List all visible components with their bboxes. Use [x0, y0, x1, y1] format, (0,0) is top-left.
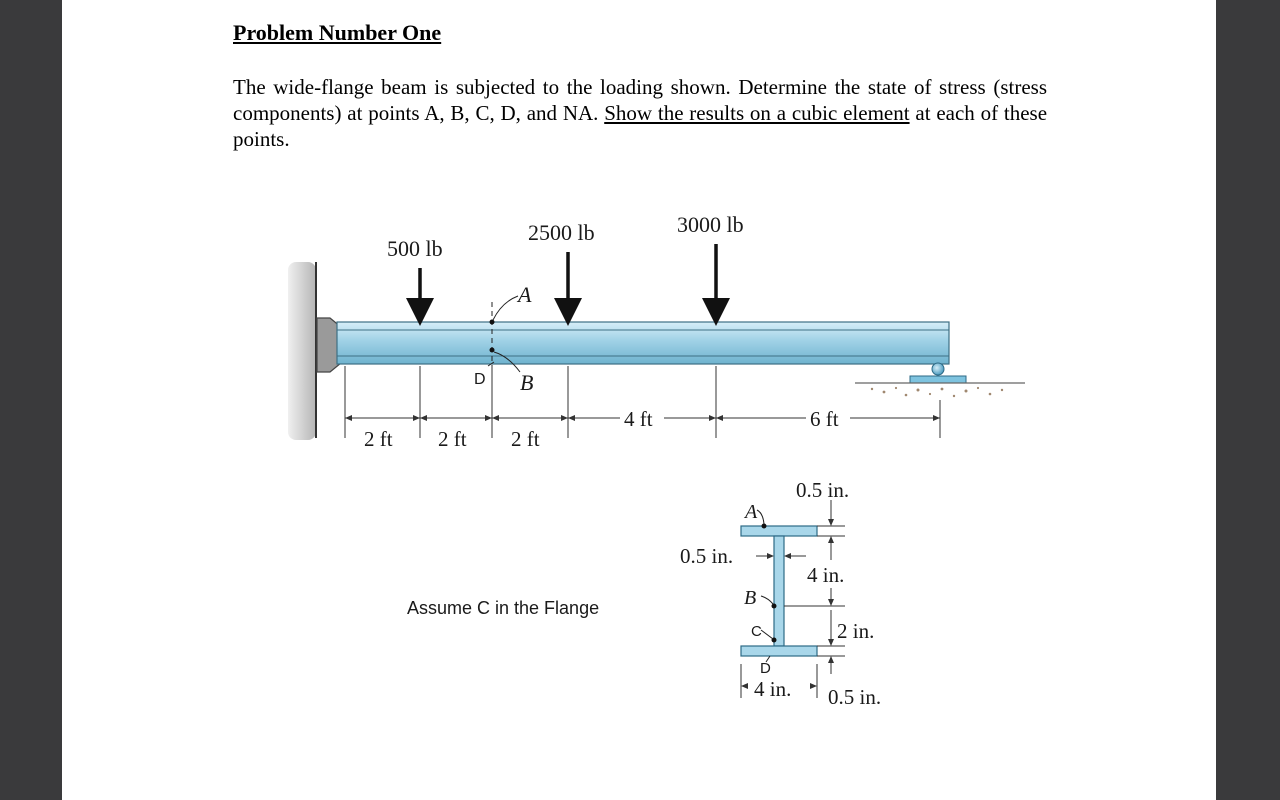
statement-underlined: Show the results on a cubic element: [604, 101, 910, 125]
dim-label-4: 4 ft: [624, 407, 653, 431]
top-flange: [741, 526, 817, 536]
section-point-a: [762, 524, 767, 529]
section-flange-width: 4 in.: [754, 677, 792, 701]
section-label-d: D: [760, 660, 771, 677]
point-b-label: B: [520, 370, 534, 395]
statement-text: The wide-flange beam is subjected to the loading shown. Determine the state of stress (stress components) at points A, B, C, D, and NA.: [233, 75, 1047, 125]
load-label-3000: 3000 lb: [677, 212, 744, 237]
section-web-thickness: 0.5 in.: [680, 544, 734, 568]
point-b-marker: [490, 348, 495, 353]
problem-heading: Problem Number One: [233, 20, 442, 45]
section-a-leader: [757, 510, 764, 524]
section-label-a: A: [745, 501, 758, 523]
roller-icon: [932, 363, 944, 375]
section-label-c: C: [751, 623, 762, 640]
assumption-note: Assume C in the Flange: [407, 598, 600, 618]
dim-label-3: 2 ft: [511, 427, 540, 451]
section-point-b: [772, 604, 777, 609]
dim-label-2: 2 ft: [438, 427, 467, 451]
point-a-marker: [490, 320, 495, 325]
load-label-500: 500 lb: [387, 236, 443, 261]
point-a-leader: [493, 296, 518, 320]
web: [774, 536, 784, 646]
section-c-leader: [761, 630, 773, 639]
point-a-label: A: [518, 282, 532, 307]
wall-support: [288, 262, 316, 440]
statement-text-end: at each of these points.: [233, 101, 1048, 151]
section-b-leader: [761, 596, 773, 604]
dim-label-1: 2 ft: [364, 427, 393, 451]
section-label-b: B: [744, 587, 757, 609]
bottom-flange: [741, 646, 817, 656]
section-bottom-flange: 0.5 in.: [828, 685, 882, 709]
dim-label-5: 6 ft: [810, 407, 839, 431]
section-flange-thickness: 0.5 in.: [796, 478, 850, 502]
beam: [337, 322, 949, 364]
point-d-label: D: [474, 371, 486, 388]
ground-hatch: [871, 387, 1003, 397]
roller-plate: [910, 376, 966, 383]
load-label-2500: 2500 lb: [528, 220, 595, 245]
section-web-upper: 4 in.: [807, 563, 845, 587]
section-web-lower: 2 in.: [837, 619, 875, 643]
